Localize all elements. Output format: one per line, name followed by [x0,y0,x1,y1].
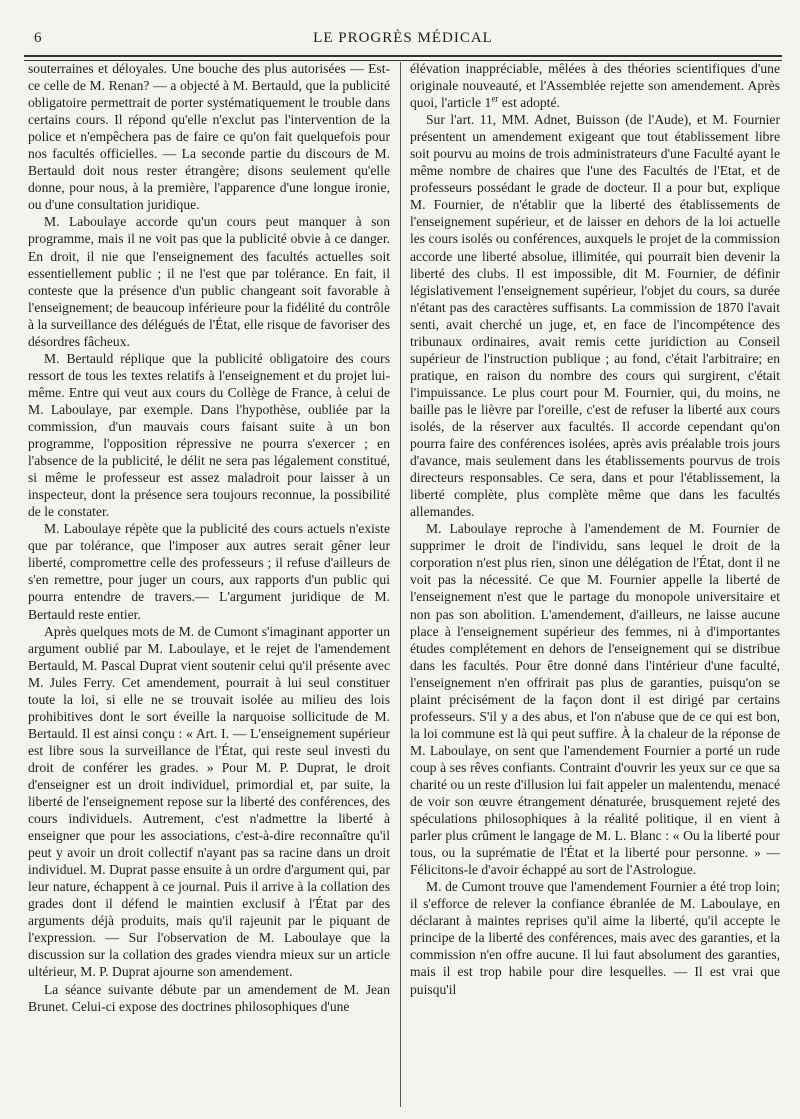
left-column [28,60,390,1015]
paragraph: Sur l'art. 11, MM. Adnet, Buisson (de l'Aude), et M. Fournier présentent un amendement exigeant que tout établissement libre soit pourvu au moins de trois administrateurs d'une Faculté ayant le même nombre de chaires que l'une des Facultés de l'Etat, et de professeurs possédant le grade de docteur. Il a pour but, explique M. Fournier, de n'établir que la liberté des établissements de l'enseignement supérieur, et de laisser en dehors de la loi actuelle les cours isolés ou conférences, auxquels le projet de la commission accorde une liberté absolue, illimitée, qui pourrait bien devenir la liberté des clubs. Il est impossible, dit M. Fournier, de définir législativement l'enseignement supérieur, l'objet du cours, sa durée n'étant pas des caractères suffisants. La commission de 1870 l'avait senti, avait cherché un juge, et, en face de l'incompétence des tribunaux ordinaires, avait remis cette juridiction au Conseil supérieur de l'instruction publique ; au fond, c'était l'arbitraire; en pratique, en raison du nombre des cours qui surgirent, c'était l'impuissance. Le plus court pour M. Fournier, qui, du moins, ne baille pas le lièvre par l'oreille, c'est de refuser la liberté aux cours isolés, de la réserver aux facultés. Il accorde cependant qu'on pourra faire des conférences isolées, après avis préalable trois jours d'avance, mais seulement dans les établissements pourvus de trois directeurs responsables. Ce sera, dans et pour l'établissement, la liberté complète, plus complète même que dans les facultés allemandes. [410,112,780,520]
running-title: LE PROGRÈS MÉDICAL [313,30,493,46]
paragraph: élévation inappréciable, mêlées à des théories scientifiques d'une originale nouveauté, et l'Assemblée rejette son amendement. Après quoi, l'article 1er est adopté. [410,61,780,111]
paragraph: M. Laboulaye accorde qu'un cours peut manquer à son programme, mais il ne voit pas que la publicité obvie à ce danger. En droit, il nie que l'enseignement des facultés actuelles soit essentiellement public ; il ne l'est que par tolérance. En fait, il conteste que la présence d'un public changeant soit favorable à l'enseignement; de beaucoup inférieure pour la fidélité du contrôle à la surveillance des délégués de l'État, elle risque de favoriser des désordres fâcheux. [28,214,390,349]
paragraph: Après quelques mots de M. de Cumont s'imaginant apporter un argument oublié par M. Laboulaye, et le rejet de l'amendement Bertauld, M. Pascal Duprat vient soutenir celui qu'il présente avec M. Jules Ferry. Cet amendement, pourrait à lui seul constituer toute la loi, si elle ne se trouvait isolée au milieu des lois prohibitives dont le sort éveille la narquoise sollicitude de M. Bertauld. Il est ainsi conçu : « Art. I. — L'enseignement supérieur est libre sous la surveillance de l'État, qui reste seul investi du droit de conférer les grades. » Pour M. P. Duprat, le droit d'enseigner est un droit individuel, primordial et, par suite, la liberté de l'enseignement repose sur la liberté des conférences, des cours individuels. Autrement, c'est n'admettre la liberté à enseigner que pour les associations, c'est-à-dire reconnaître qu'il peut y avoir un droit collectif n'ayant pas sa racine dans un droit individuel. M. Duprat passe ensuite à un ordre d'argument qui, par leur nature, échappent à ce journal. Puis il arrive à la collation des grades dont il défend le maintien exclusif à l'État par des arguments déjà produits, mais qu'il rajeunit par le piquant de l'expression. — Sur l'observation de M. Laboulaye que la discussion sur la collation des grades viendra mieux sur un article ultérieur, M. P. Duprat ajourne son amendement. [28,623,390,980]
paragraph: M. Laboulaye répète que la publicité des cours actuels n'existe que par tolérance, que l'imposer aux autres serait gêner leur liberté, compromettre celle des professeurs ; il refuse d'ailleurs de s'en remettre, pour juger un cours, aux rapports d'un public qui pourra entendre de travers.— L'argument juridique de M. Bertauld reste entier. [28,521,390,622]
paragraph: La séance suivante débute par un amendement de M. Jean Brunet. Celui-ci expose des doctrines philosophiques d'une [28,981,390,1014]
column-divider [400,62,401,1107]
paragraph: M. Laboulaye reproche à l'amendement de M. Fournier de supprimer le droit de l'individu, sans lequel le droit de la corporation n'est plus rien, sinon une délégation de l'État, dont il ne voit pas la nécessité. Ce que M. Fournier appelle la liberté de l'enseignement n'est que le partage du monopole universitaire et non pas son abolition. L'amendement, d'ailleurs, ne laisse aucune place à l'enseignement supérieur des femmes, ni à d'importantes études complétement en dehors de l'enseignement qui se distribue dans les facultés. Pour être donné dans l'intérieur d'une faculté, l'enseignement n'en offrirait pas plus de garanties, puisqu'on se plaint précisément de la façon dont il est dirigé par certains professeurs. S'il y a des abus, et l'on n'abuse que de ce qui est bon, la loi commune est là qui peut suffire. À la chaleur de la réponse de M. Laboulaye, on sent que l'amendement Fournier a porté un rude coup à ses rêves confiants. Contraint d'ouvrir les yeux sur ce que sa charité ou un reste d'illusion lui fait appeler un malentendu, menacé de voir son œuvre étrangement dénaturée, brusquement rejeté des spéculations philosophiques à la réalité politique, il en vient à parler plus crûment le langage de M. L. Blanc : « Ou la liberté pour tous, ou la suprématie de l'État et la liberté pour personne. » — Félicitons-le d'avoir échappé au sort de l'Astrologue. [410,521,780,878]
page-header [24,30,782,52]
page-number: 6 [34,30,42,46]
ordinal-superscript: er [491,93,499,104]
paragraph: souterraines et déloyales. Une bouche des plus autorisées — Est-ce celle de M. Renan? — a objecté à M. Bertauld, que la publicité obligatoire permettrait de porter systématiquement le trouble dans certains cours. Il répond qu'elle n'exclut pas l'intervention de la police et n'empêchera pas de faire ce qu'on fait quelquefois pour nos facultés officielles. — La seconde partie du discours de M. Bertauld doit nous rester étrangère; disons seulement qu'elle donne, pour nous, à la première, l'apparence d'une longue ironie, ou d'une consultation juridique. [28,61,390,213]
paragraph: M. de Cumont trouve que l'amendement Fournier a été trop loin; il s'efforce de relever la confiance ébranlée de M. Laboulaye, en déclarant à maintes reprises qu'il aime la liberté, qu'il accepte le principe de la liberté des conférences, mais avec des garanties, et la commission n'en offre aucune. Il lui faut absolument des garanties, mais il est trop habile pour dire lesquelles. — Il est vrai que puisqu'il [410,879,780,997]
right-column [410,60,780,998]
paragraph: M. Bertauld réplique que la publicité obligatoire des cours ressort de tous les textes relatifs à l'enseignement et du projet lui-même. Entre qui veut aux cours du Collège de France, à celui de M. Laboulaye, par exemple. Dans l'hypothèse, oubliée par la commission, d'un mauvais cours faisant suite à un bon programme, l'opposition répressive ne pourra s'exercer ; en l'absence de la publicité, le délit ne sera pas légalement constitué, si même le professeur est assez maladroit pour laisser à un inspecteur, dont la présence sera toujours reconnue, la possibilité de le constater. [28,350,390,520]
